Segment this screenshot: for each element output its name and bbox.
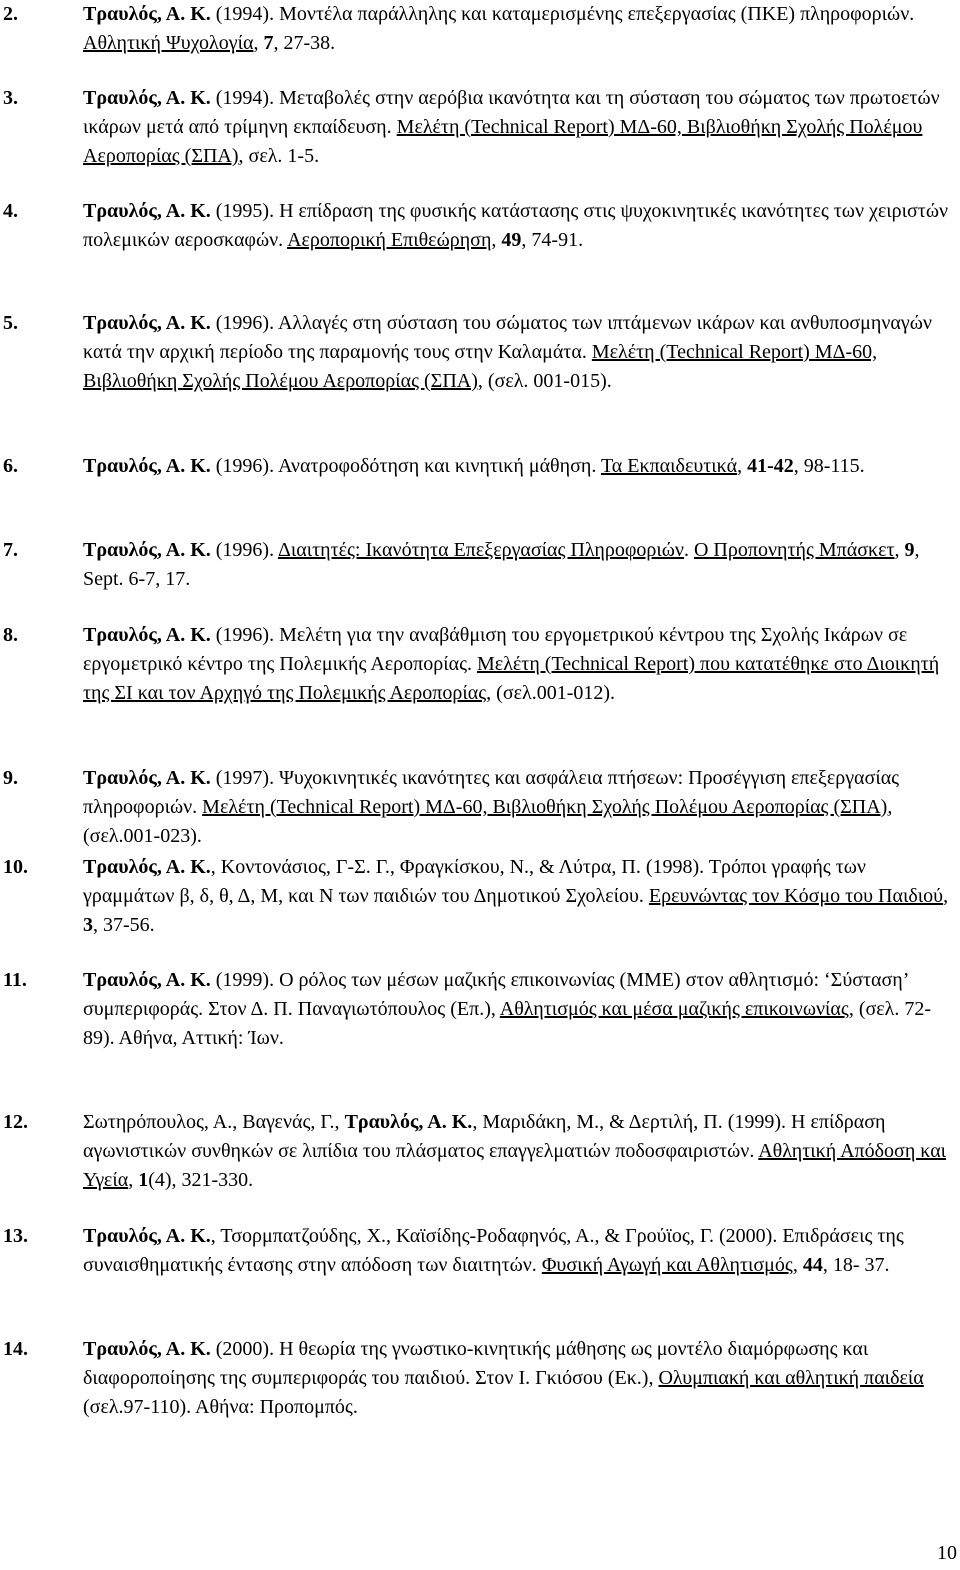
reference-text bbox=[83, 853, 955, 940]
reference-text bbox=[83, 309, 955, 396]
reference-text bbox=[83, 536, 955, 594]
reference-segment: , 18- 37. bbox=[822, 1254, 890, 1276]
reference-bold-text: Τραυλός, Α. Κ. bbox=[83, 455, 211, 477]
reference-number: 4. bbox=[3, 200, 18, 222]
reference-bold-text: 7 bbox=[263, 32, 274, 54]
reference-source-title: Αθλητική Απόδοση και Υγεία bbox=[83, 1140, 947, 1191]
reference-source-title: Τα Εκπαιδευτικά bbox=[600, 455, 738, 477]
reference-source-title: Αθλητισμός και μέσα μαζικής επικοινωνίας bbox=[499, 998, 849, 1020]
reference-segment: , (σελ.001-012). bbox=[486, 682, 616, 704]
reference-bold-text: Τραυλός, Α. Κ. bbox=[83, 200, 211, 222]
reference-segment: , 27-38. bbox=[273, 32, 336, 54]
reference-source-title: Διαιτητές: Ικανότητα Επεξεργασίας Πληροφοριών bbox=[277, 539, 684, 561]
reference-segment: , Κοντονάσιος, Γ-Σ. Γ., Φραγκίσκου, Ν., & Λύτρα, Π. (1998). Τρόποι γραφής των γραμμάτων β, δ, θ, Δ, Μ, και Ν των παιδιών του Δημοτικού Σχολείου. bbox=[83, 856, 866, 907]
reference-source-title: Ολυμπιακή και αθλητική παιδεία bbox=[658, 1367, 924, 1389]
reference-number: 6. bbox=[3, 455, 18, 477]
reference-bold-text: 3 bbox=[83, 914, 93, 936]
reference-number: 9. bbox=[3, 767, 18, 789]
reference-entry bbox=[0, 1335, 955, 1422]
reference-source-title: Μελέτη (Technical Report) ΜΔ-60, Βιβλιοθήκη Σχολής Πολέμου Αεροπορίας (ΣΠΑ) bbox=[83, 341, 878, 392]
reference-bold-text: Τραυλός, Α. Κ. bbox=[83, 539, 211, 561]
reference-text bbox=[83, 0, 955, 58]
reference-bold-text: Τραυλός, Α. Κ. bbox=[83, 3, 211, 25]
reference-entry bbox=[0, 0, 955, 58]
reference-source-title: Ο Προπονητής Μπάσκετ bbox=[693, 539, 895, 561]
reference-segment: (σελ.97-110). Αθήνα: Προπομπός. bbox=[83, 1396, 358, 1418]
reference-entry bbox=[0, 84, 955, 171]
reference-segment: , (σελ.001-023). bbox=[83, 796, 893, 847]
reference-text bbox=[83, 84, 955, 171]
reference-bold-text: Τραυλός, Α. Κ. bbox=[83, 1225, 211, 1247]
reference-bold-text: Τραυλός, Α. Κ. bbox=[83, 969, 211, 991]
reference-text bbox=[83, 1108, 955, 1195]
reference-number: 8. bbox=[3, 624, 18, 646]
reference-source-title: Αθλητική Ψυχολογία bbox=[83, 32, 254, 54]
reference-entry bbox=[0, 1222, 955, 1280]
reference-bold-text: 9 bbox=[904, 539, 915, 561]
reference-segment: . bbox=[683, 539, 694, 561]
reference-segment: , Sept. 6-7, 17. bbox=[83, 539, 920, 590]
reference-segment: , bbox=[253, 32, 264, 54]
reference-segment: (1996). bbox=[210, 539, 278, 561]
reference-segment: (2000). Η θεωρία της γνωστικο-κινητικής μάθησης ως μοντέλο διαμόρφωσης και διαφοροποίησης της συμπεριφοράς του παιδιού. Στον Ι. Γκιόσου (Εκ.), bbox=[83, 1338, 869, 1389]
reference-entry bbox=[0, 853, 955, 940]
reference-text bbox=[83, 764, 955, 851]
reference-segment: , Τσορμπατζούδης, Χ., Καϊσίδης-Ροδαφηνός, Α., & Γρούϊος, Γ. (2000). Επιδράσεις της συναισθηματικής έντασης στην απόδοση των διαιτητών. bbox=[83, 1225, 904, 1276]
reference-segment: (1997). Ψυχοκινητικές ικανότητες και ασφάλεια πτήσεων: Προσέγγιση επεξεργασίας πληροφοριών. bbox=[83, 767, 900, 818]
reference-source-title: Ερευνώντας τον Κόσμο του Παιδιού bbox=[648, 885, 944, 907]
reference-number: 5. bbox=[3, 312, 18, 334]
reference-segment: (1995). Η επίδραση της φυσικής κατάστασης στις ψυχοκινητικές ικανότητες των χειριστών πολεμικών αεροσκαφών. bbox=[83, 200, 949, 251]
reference-entry bbox=[0, 1108, 955, 1195]
reference-segment: , bbox=[128, 1169, 139, 1191]
reference-entry bbox=[0, 309, 955, 396]
reference-entry bbox=[0, 621, 955, 708]
reference-segment: , bbox=[491, 229, 502, 251]
reference-segment: , 74-91. bbox=[521, 229, 584, 251]
reference-text bbox=[83, 197, 955, 255]
reference-bold-text: 1 bbox=[138, 1169, 149, 1191]
reference-segment: Σωτηρόπουλος, Α., Βαγενάς, Γ., bbox=[83, 1111, 345, 1133]
reference-number: 14. bbox=[3, 1338, 28, 1360]
reference-text bbox=[83, 452, 955, 481]
reference-segment: (1994). Μεταβολές στην αερόβια ικανότητα και τη σύσταση του σώματος των πρωτοετών ικάρων μετά από τρίμηνη εκπαίδευση. bbox=[83, 87, 940, 138]
reference-number: 12. bbox=[3, 1111, 28, 1133]
reference-segment: , 37-56. bbox=[93, 914, 155, 936]
reference-entry bbox=[0, 536, 955, 594]
reference-bold-text: Τραυλός, Α. Κ. bbox=[344, 1111, 473, 1133]
reference-entry bbox=[0, 764, 955, 851]
reference-bold-text: Τραυλός, Α. Κ. bbox=[83, 624, 211, 646]
reference-source-title: Μελέτη (Technical Report) ΜΔ-60, Βιβλιοθήκη Σχολής Πολέμου Αεροπορίας (ΣΠΑ) bbox=[83, 116, 923, 167]
reference-entry bbox=[0, 197, 955, 255]
reference-segment: (1994). Μοντέλα παράλληλης και καταμερισμένης επεξεργασίας (ΠΚΕ) πληροφοριών. bbox=[210, 3, 915, 25]
reference-source-title: Φυσική Αγωγή και Αθλητισμός bbox=[541, 1254, 793, 1276]
reference-segment: , σελ. 1-5. bbox=[238, 145, 320, 167]
reference-segment: , bbox=[737, 455, 748, 477]
reference-segment: , bbox=[894, 539, 905, 561]
reference-number: 10. bbox=[3, 856, 28, 878]
reference-entry bbox=[0, 966, 955, 1053]
reference-source-title: Μελέτη (Technical Report) που κατατέθηκε στο Διοικητή της ΣΙ και τον Αρχηγό της Πολεμικής Αεροπορίας bbox=[83, 653, 940, 704]
reference-text bbox=[83, 966, 955, 1053]
page-number: 10 bbox=[937, 1542, 957, 1564]
reference-source-title: Αεροπορική Επιθεώρηση bbox=[287, 229, 492, 251]
reference-number: 13. bbox=[3, 1225, 28, 1247]
reference-segment: , Μαριδάκη, Μ., & Δερτιλή, Π. (1999). Η επίδραση αγωνιστικών συνθηκών σε λιπίδια του πλάσματος επαγγελματιών ποδοσφαιριστών. bbox=[83, 1111, 886, 1162]
reference-bold-text: 41-42 bbox=[747, 455, 794, 477]
reference-number: 3. bbox=[3, 87, 18, 109]
reference-segment: (1996). Αλλαγές στη σύσταση του σώματος των ιπτάμενων ικάρων και ανθυποσμηναγών κατά την αρχική περίοδο της παραμονής τους στην Καλαμάτα. bbox=[83, 312, 932, 363]
reference-segment: , bbox=[943, 885, 949, 907]
reference-number: 2. bbox=[3, 3, 18, 25]
reference-segment: (4), 321-330. bbox=[148, 1169, 254, 1191]
reference-segment: , (σελ. 72-89). Αθήνα, Αττική: Ίων. bbox=[83, 998, 932, 1049]
reference-text bbox=[83, 1222, 955, 1280]
reference-text bbox=[83, 1335, 955, 1422]
reference-number: 7. bbox=[3, 539, 18, 561]
reference-segment: , 98-115. bbox=[793, 455, 865, 477]
reference-bold-text: 49 bbox=[501, 229, 522, 251]
reference-segment: (1996). Ανατροφοδότηση και κινητική μάθηση. bbox=[210, 455, 601, 477]
reference-bold-text: 44 bbox=[802, 1254, 823, 1276]
reference-number: 11. bbox=[3, 969, 27, 991]
reference-bold-text: Τραυλός, Α. Κ. bbox=[83, 1338, 211, 1360]
reference-bold-text: Τραυλός, Α. Κ. bbox=[83, 767, 211, 789]
reference-bold-text: Τραυλός, Α. Κ. bbox=[83, 87, 211, 109]
reference-segment: , (σελ. 001-015). bbox=[477, 370, 612, 392]
reference-text bbox=[83, 621, 955, 708]
reference-entry bbox=[0, 452, 955, 481]
reference-segment: (1996). Μελέτη για την αναβάθμιση του εργομετρικού κέντρου της Σχολής Ικάρων σε εργομετρικό κέντρο της Πολεμικής Αεροπορίας. bbox=[83, 624, 908, 675]
reference-bold-text: Τραυλός, Α. Κ. bbox=[83, 312, 211, 334]
reference-segment: (1999). Ο ρόλος των μέσων μαζικής επικοινωνίας (ΜΜΕ) στον αθλητισμό: ‘Σύσταση’ συμπεριφοράς. Στον Δ. Π. Παναγιωτόπουλος (Επ.), bbox=[83, 969, 908, 1020]
reference-bold-text: Τραυλός, Α. Κ. bbox=[83, 856, 211, 878]
reference-segment: , bbox=[792, 1254, 803, 1276]
reference-source-title: Μελέτη (Technical Report) ΜΔ-60, Βιβλιοθήκη Σχολής Πολέμου Αεροπορίας (ΣΠΑ) bbox=[202, 796, 888, 818]
